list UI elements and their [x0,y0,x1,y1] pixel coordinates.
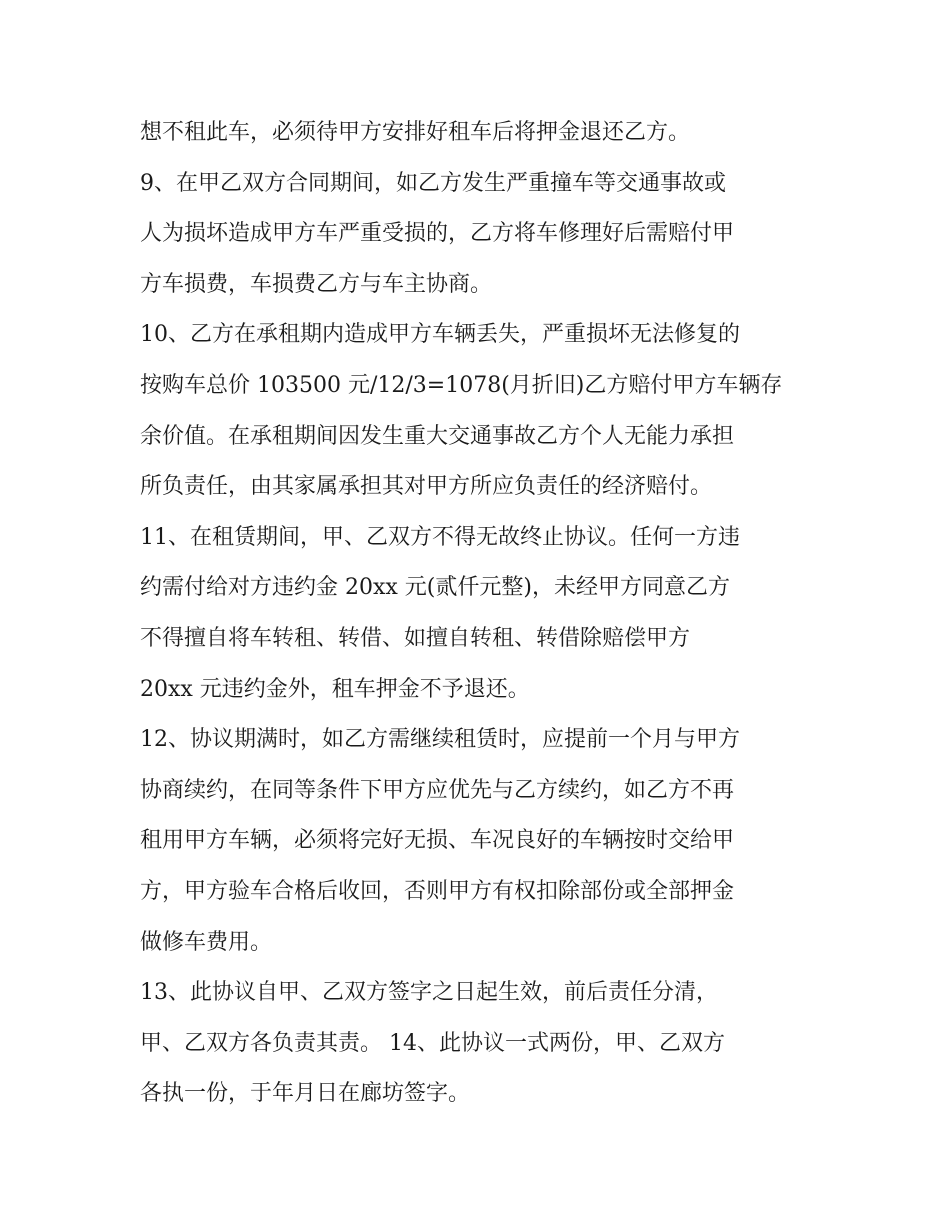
clause-12-line: 12、协议期满时，如乙方需继续租赁时，应提前一个月与甲方 [140,727,740,753]
text-line: 20xx 元违约金外，租车押金不予退还。 [140,676,530,702]
text-line: 想不租此车，必须待甲方安排好租车后将押金退还乙方。 [140,120,691,145]
clause-11-line: 11、在租赁期间，甲、乙双方不得无故终止协议。任何一方违 [140,524,740,550]
text-line: 租用甲方车辆，必须将完好无损、车况良好的车辆按时交给甲 [140,828,735,854]
text-line: 不得擅自将车转租、转借、如擅自转租、转借除赔偿甲方 [140,625,691,651]
clause-9-line: 9、在甲乙双方合同期间，如乙方发生严重撞车等交通事故或 [140,170,726,196]
clause-14-line: 甲、乙双方各负责其责。 14、此协议一式两份，甲、乙双方 [140,1030,725,1056]
text-line: 方车损费，车损费乙方与车主协商。 [140,271,493,297]
text-line: 按购车总价 103500 元/12/3=1078(月折旧)乙方赔付甲方车辆存 [140,372,783,398]
text-line: 协商续约，在同等条件下甲方应优先与乙方续约，如乙方不再 [140,777,735,803]
text-line: 约需付给对方违约金 20xx 元(贰仟元整)，未经甲方同意乙方 [140,575,730,601]
text-line: 人为损坏造成甲方车严重受损的，乙方将车修理好后需赔付甲 [140,221,735,247]
text-line: 余价值。在承租期间因发生重大交通事故乙方个人无能力承担 [140,423,735,449]
clause-13-line: 13、此协议自甲、乙双方签字之日起生效，前后责任分清， [140,980,718,1006]
contract-text [140,108,840,1120]
clause-10-line: 10、乙方在承租期内造成甲方车辆丢失，严重损坏无法修复的 [140,322,740,348]
text-line: 方，甲方验车合格后收回，否则甲方有权扣除部份或全部押金 [140,878,735,904]
text-line: 所负责任，由其家属承担其对甲方所应负责任的经济赔付。 [140,474,713,500]
text-line: 做修车费用。 [140,929,273,955]
text-line: 各执一份，于年月日在廊坊签字。 [140,1081,471,1107]
